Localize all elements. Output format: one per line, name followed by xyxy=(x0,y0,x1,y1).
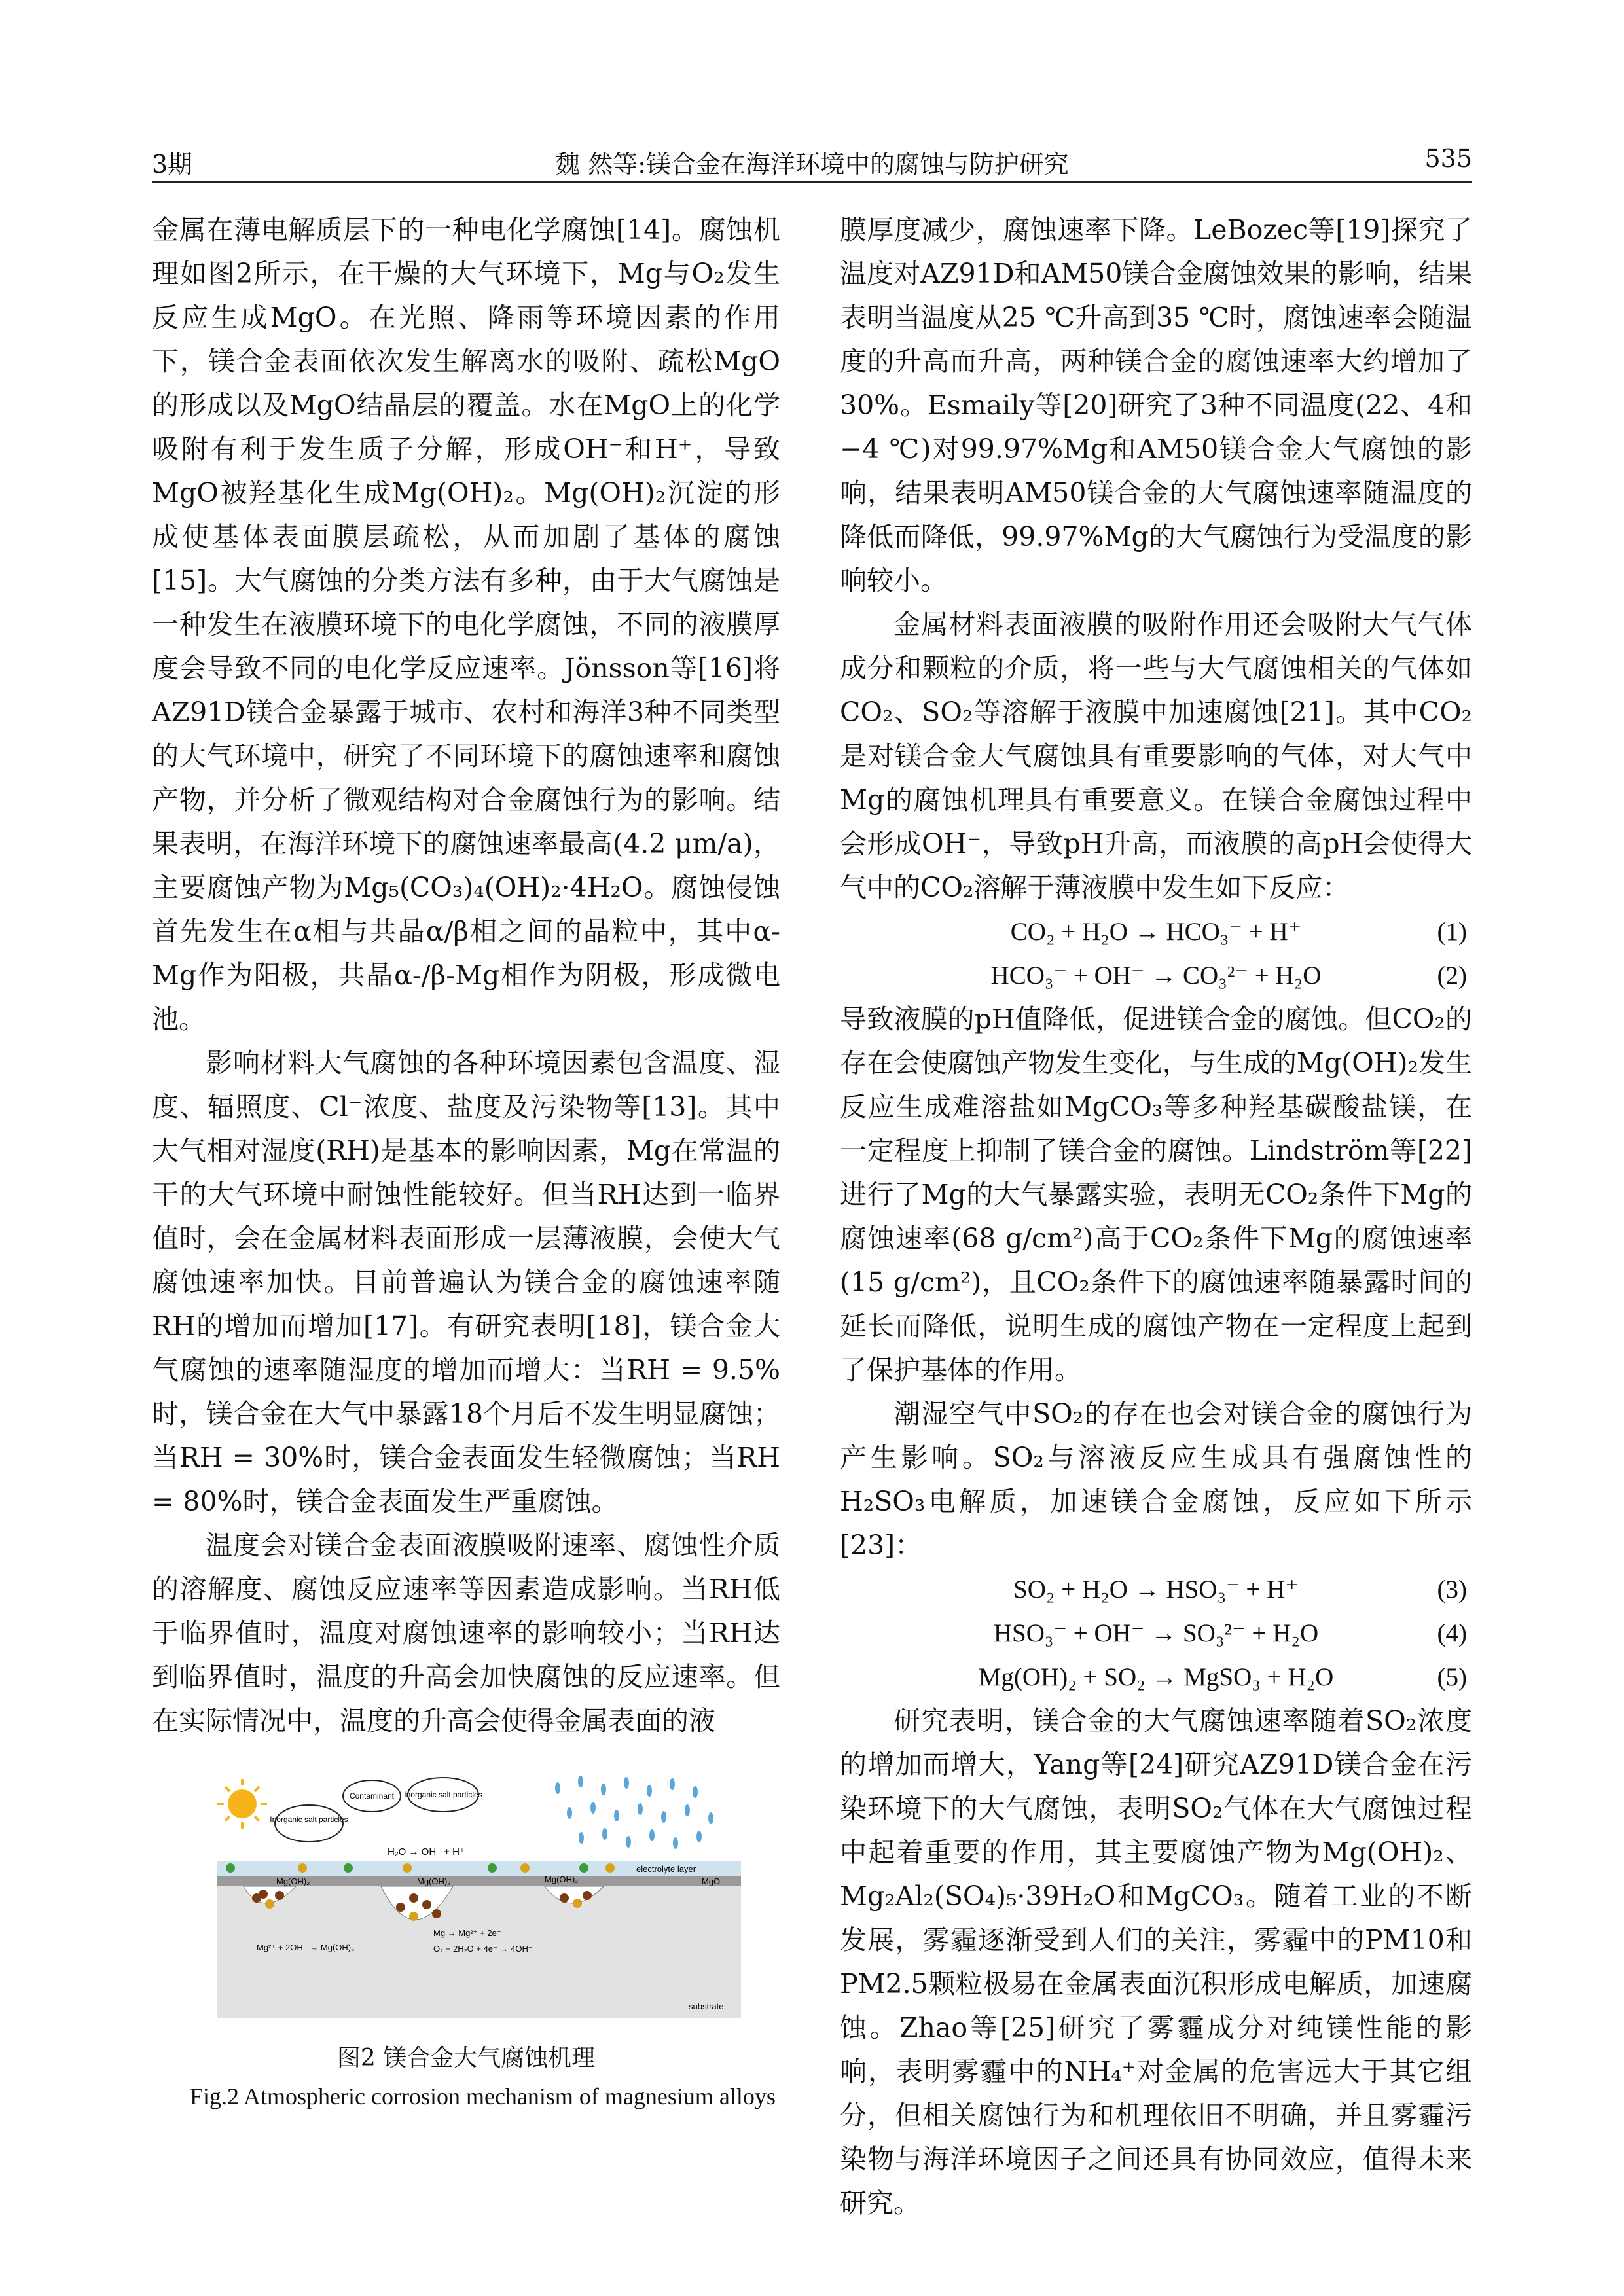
equation-2 xyxy=(840,954,1472,997)
equation-4 xyxy=(840,1611,1472,1655)
equation-5 xyxy=(840,1655,1472,1699)
paragraph: 影响材料大气腐蚀的各种环境因素包含温度、湿度、辐照度、Cl⁻浓度、盐度及污染物等[13]。其中大气相对湿度(RH)是基本的影响因素，Mg在常温的干的大气环境中耐蚀性能较好。但当RH达到一临界值时，会在金属材料表面形成一层薄液膜，会使大气腐蚀速率加快。目前普遍认为镁合金的腐蚀速率随RH的增加而增加[17]。有研究表明[18]，镁合金大气腐蚀的速率随湿度的增加而增大：当RH = 9.5%时，镁合金在大气中暴露18个月后不发生明显腐蚀；当RH = 30%时，镁合金表面发生轻微腐蚀；当RH = 80%时，镁合金表面发生严重腐蚀。 xyxy=(152,1047,780,1517)
paragraph: 导致液膜的pH值降低，促进镁合金的腐蚀。但CO₂的存在会使腐蚀产物发生变化，与生成的Mg(OH)₂发生反应生成难溶盐如MgCO₃等多种羟基碳酸盐镁，在一定程度上抑制了镁合金的腐蚀。Lindström等[22]进行了Mg的大气暴露实验，表明无CO₂条件下Mg的腐蚀速率(68 g/cm²)高于CO₂条件下Mg的腐蚀速率(15 g/cm²)，且CO₂条件下的腐蚀速率随暴露时间的延长而降低，说明生成的腐蚀产物在一定程度上起到了保护基体的作用。 xyxy=(840,1003,1472,1386)
equation-number: (5) xyxy=(1437,1663,1467,1691)
substrate-label: substrate xyxy=(689,2001,724,2011)
water-dissociation-label: H₂O → OH⁻ + H⁺ xyxy=(388,1846,465,1857)
paragraph: 膜厚度减少，腐蚀速率下降。LeBozec等[19]探究了温度对AZ91D和AM50镁合金腐蚀效果的影响，结果表明当温度从25 ℃升高到35 ℃时，腐蚀速率会随温度的升高而升高，两种镁合金的腐蚀速率大约增加了30%。Esmaily等[20]研究了3种不同温度(22、4和−4 ℃)对99.97%Mg和AM50镁合金大气腐蚀的影响，结果表明AM50镁合金的大气腐蚀速率随温度的降低而降低，99.97%Mg的大气腐蚀行为受温度的影响较小。 xyxy=(840,214,1472,596)
equation-number: (2) xyxy=(1437,961,1467,990)
precipitation-reaction-label: Mg²⁺ + 2OH⁻ → Mg(OH)₂ xyxy=(257,1943,355,1952)
equation-body: CO₂ + H₂O → HCO₃⁻ + H⁺ xyxy=(1010,918,1302,946)
issue-label: 3期 xyxy=(152,150,193,179)
rain-drops-icon xyxy=(555,1776,713,1849)
bubble2-label: Contaminant xyxy=(349,1791,395,1801)
equation-body: Mg(OH)₂ + SO₂ → MgSO₃ + H₂O xyxy=(978,1663,1334,1691)
mgo-label: MgO xyxy=(702,1876,721,1886)
running-title: 魏 然等:镁合金在海洋环境中的腐蚀与防护研究 xyxy=(555,150,1069,179)
paragraph: 金属在薄电解质层下的一种电化学腐蚀[14]。腐蚀机理如图2所示，在干燥的大气环境下，Mg与O₂发生反应生成MgO。在光照、降雨等环境因素的作用下，镁合金表面依次发生解离水的吸附、疏松MgO的形成以及MgO结晶层的覆盖。水在MgO上的化学吸附有利于发生质子分解，形成OH⁻和H⁺，导致MgO被羟基化生成Mg(OH)₂。Mg(OH)₂沉淀的形成使基体表面膜层疏松，从而加剧了基体的腐蚀[15]。大气腐蚀的分类方法有多种，由于大气腐蚀是一种发生在液膜环境下的电化学腐蚀，不同的液膜厚度会导致不同的电化学反应速率。Jönsson等[16]将AZ91D镁合金暴露于城市、农村和海洋3种不同类型的大气环境中，研究了不同环境下的腐蚀速率和腐蚀产物，并分析了微观结构对合金腐蚀行为的影响。结果表明，在海洋环境下的腐蚀速率最高(4.2 μm/a)，主要腐蚀产物为Mg₅(CO₃)₄(OH)₂·4H₂O。腐蚀侵蚀首先发生在α相与共晶α/β相之间的晶粒中，其中α-Mg作为阳极，共晶α-/β-Mg相作为阴极，形成微电池。 xyxy=(152,214,780,1035)
bubble1-label: Inorganic salt particles xyxy=(270,1815,348,1824)
paragraph: 金属材料表面液膜的吸附作用还会吸附大气气体成分和颗粒的介质，将一些与大气腐蚀相关的气体如CO₂、SO₂等溶解于液膜中加速腐蚀[21]。其中CO₂是对镁合金大气腐蚀具有重要影响的气体，对大气中Mg的腐蚀机理具有重要意义。在镁合金腐蚀过程中会形成OH⁻，导致pH升高，而液膜的高pH会使得大气中的CO₂溶解于薄液膜中发生如下反应： xyxy=(840,609,1472,903)
corrosion-mechanism-diagram xyxy=(217,1770,741,2018)
running-header xyxy=(152,139,1472,183)
mgoh-label-3: Mg(OH)₂ xyxy=(545,1874,579,1884)
mgoh-label-1: Mg(OH)₂ xyxy=(276,1876,310,1886)
equation-3 xyxy=(840,1568,1472,1611)
equation-body: SO₂ + H₂O → HSO₃⁻ + H⁺ xyxy=(1013,1575,1299,1604)
left-column xyxy=(152,208,780,1743)
equation-1 xyxy=(840,910,1472,954)
equation-number: (1) xyxy=(1437,918,1467,946)
electrolyte-label: electrolyte layer xyxy=(636,1864,696,1874)
salt-particles-bubble-1 xyxy=(270,1805,348,1842)
figure-2 xyxy=(217,1770,741,2018)
anode-reaction-label: Mg → Mg²⁺ + 2e⁻ xyxy=(433,1928,501,1938)
sun-icon xyxy=(217,1779,267,1829)
paragraph: 温度会对镁合金表面液膜吸附速率、腐蚀性介质的溶解度、腐蚀反应速率等因素造成影响。当RH低于临界值时，温度对腐蚀速率的影响较小；当RH达到临界值时，温度的升高会加快腐蚀的反应速率。但在实际情况中，温度的升高会使得金属表面的液 xyxy=(152,1530,780,1736)
page-number: 535 xyxy=(1424,144,1472,173)
cathode-reaction-label: O₂ + 2H₂O + 4e⁻ → 4OH⁻ xyxy=(433,1944,533,1954)
bubble3-label: Inorganic salt particles xyxy=(404,1790,482,1799)
equation-number: (4) xyxy=(1437,1619,1467,1647)
equation-number: (3) xyxy=(1437,1575,1467,1604)
equation-body: HCO₃⁻ + OH⁻ → CO₃²⁻ + H₂O xyxy=(990,961,1322,990)
salt-particles-bubble-3 xyxy=(404,1778,482,1812)
right-column xyxy=(840,208,1472,2225)
paragraph: 潮湿空气中SO₂的存在也会对镁合金的腐蚀行为产生影响。SO₂与溶液反应生成具有强腐蚀性的H₂SO₃电解质，加速镁合金腐蚀，反应如下所示[23]： xyxy=(840,1398,1472,1561)
figure-caption-cn: 图2 镁合金大气腐蚀机理 xyxy=(336,2045,596,2072)
contaminant-bubble xyxy=(343,1780,401,1812)
equation-body: HSO₃⁻ + OH⁻ → SO₃²⁻ + H₂O xyxy=(993,1619,1319,1647)
paragraph: 研究表明，镁合金的大气腐蚀速率随着SO₂浓度的增加而增大，Yang等[24]研究AZ91D镁合金在污染环境下的大气腐蚀，表明SO₂气体在大气腐蚀过程中起着重要的作用，其主要腐蚀产物为Mg(OH)₂、Mg₂Al₂(SO₄)₅·39H₂O和MgCO₃。随着工业的不断发展，雾霾逐渐受到人们的关注，雾霾中的PM10和PM2.5颗粒极易在金属表面沉积形成电解质，加速腐蚀。Zhao等[25]研究了雾霾成分对纯镁性能的影响，表明雾霾中的NH₄⁺对金属的危害远大于其它组分，但相关腐蚀行为和机理依旧不明确，并且雾霾污染物与海洋环境因子之间还具有协同效应，值得未来研究。 xyxy=(840,1705,1472,2219)
figure-caption-en: Fig.2 Atmospheric corrosion mechanism of magnesium alloys xyxy=(190,2083,776,2109)
mgoh-label-2: Mg(OH)₂ xyxy=(417,1876,451,1886)
